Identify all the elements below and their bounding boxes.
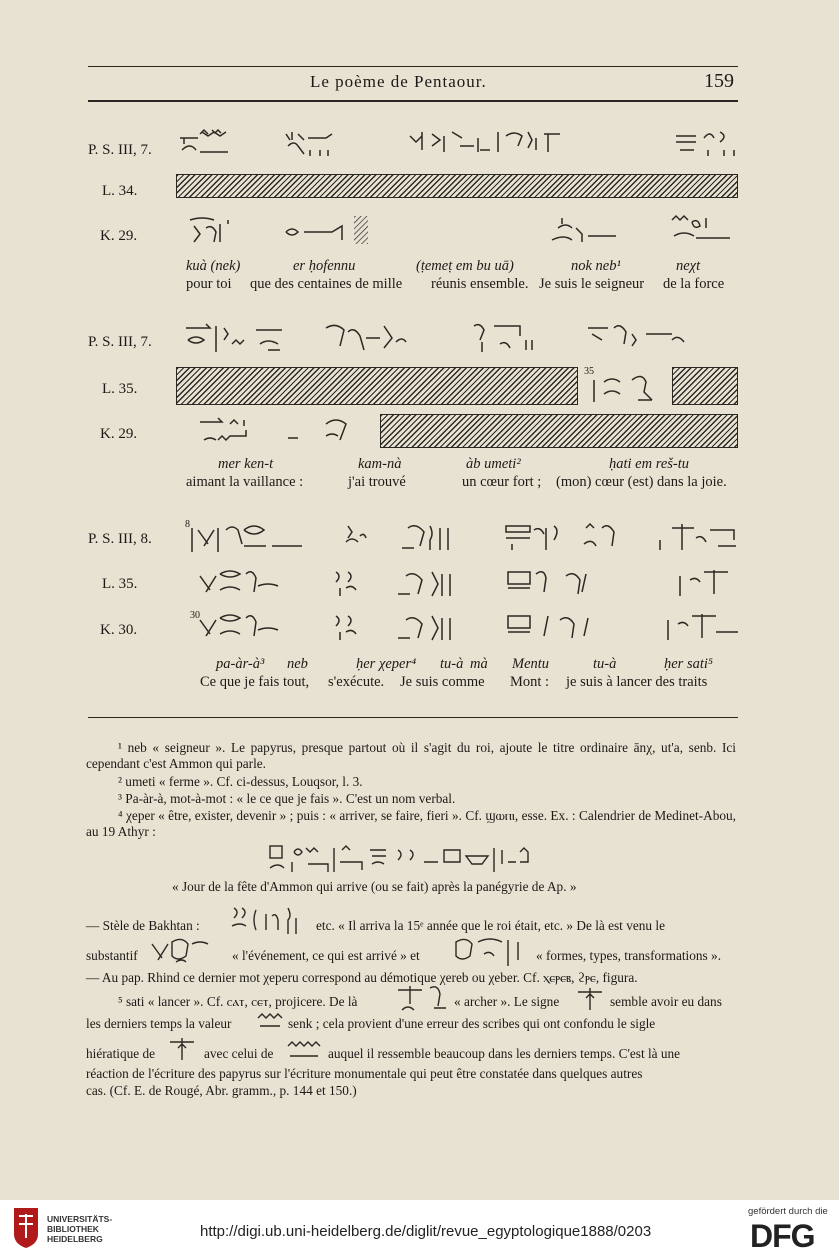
translit-4: ḥati em reš-tu (609, 456, 690, 472)
translit-6: Mentu (512, 656, 550, 672)
translation-2: s'exécute. (328, 674, 385, 690)
translit-2: neb (287, 656, 308, 672)
lacuna-hatch (176, 174, 738, 198)
translation-2: que des centaines de mille (250, 276, 403, 292)
translit-5: mà (470, 656, 488, 672)
hieroglyph-sign (576, 984, 606, 1014)
hieroglyph-row-1a (176, 128, 738, 160)
running-head: Le poème de Pentaour. (310, 72, 487, 91)
translit-8: ḥer sati⁵ (664, 656, 713, 672)
lacuna-hatch (672, 367, 738, 405)
hieroglyph-sign (168, 1034, 200, 1064)
translit-3: àb umeti² (466, 456, 521, 472)
lacuna-hatch (176, 367, 578, 405)
substantif-text: substantif (86, 948, 138, 963)
footnote-5: hiératique de (86, 1046, 156, 1061)
footnote-1: ¹ neb « seigneur ». Le papyrus, presque partout où il s'agit du roi, ajoute le titre ordinaire ānχ, ut'a, senb. Ici cependant c'est Ammon qui parle. (86, 740, 736, 771)
footnote-4: ⁴ χeper « être, exister, devenir » ; puis : « arriver, se faire, fieri ». Cf. ϣⲱⲡⲓ, esse. Ex. : Calendrier de Medinet-Abou, au 19 Athyr : (86, 808, 736, 839)
footnote-5: les derniers temps la valeur (86, 1016, 232, 1031)
translation-1: Ce que je fais tout, (200, 674, 310, 690)
header-rule (88, 100, 738, 102)
footnote-5: ⁵ sati « lancer ». Cf. ⲥⲁⲧ, ⲥⲉⲧ, projicere. De là (118, 994, 358, 1009)
translation-5: je suis à lancer des traits (566, 674, 708, 690)
translation-4: (mon) cœur (est) dans la joie. (556, 474, 727, 490)
footnote-5: cas. (Cf. E. de Rougé, Abr. gramm., p. 144 et 150.) (86, 1083, 357, 1098)
substantif-text: « formes, types, transformations ». (536, 948, 722, 963)
translit-1: mer ken-t (218, 456, 274, 472)
hieroglyph-row-3c (176, 610, 738, 646)
header-top-rule (88, 66, 738, 67)
source-label-ps: P. S. III, 7. (88, 334, 152, 350)
translit-2: er ḥofennu (293, 258, 356, 274)
source-label-ps: P. S. III, 8. (88, 531, 152, 547)
hieroglyph-forms (452, 934, 534, 970)
translit-1: kuà (nek) (186, 258, 241, 274)
translation-4: Je suis le seigneur (539, 276, 645, 292)
source-label-k: K. 29. (100, 426, 138, 442)
footnote-5: avec celui de (204, 1046, 274, 1061)
line-number: 35 (584, 366, 594, 377)
line-number: 8 (185, 519, 190, 530)
dfg-logo: DFG (750, 1218, 815, 1254)
source-label-l: L. 34. (102, 183, 138, 199)
footnote-5: « archer ». Le signe (454, 994, 560, 1009)
footnote-2: ² umeti « ferme ». Cf. ci-dessus, Louqsor, l. 3. (118, 774, 363, 789)
footnote-rule (88, 717, 738, 718)
source-url[interactable]: http://digi.ub.uni-heidelberg.de/diglit/revue_egyptologique1888/0203 (200, 1223, 652, 1240)
hieroglyph-water (256, 1010, 286, 1032)
bakhtan-text: etc. « Il arriva la 15ᵉ année que le roi était, etc. » De là est venu le (316, 918, 665, 933)
source-label-k: K. 30. (100, 622, 138, 638)
translation-3: un cœur fort ; (462, 474, 542, 490)
page-number: 159 (704, 70, 734, 92)
footnote-5: auquel il ressemble beaucoup dans les derniers temps. C'est là une (328, 1046, 681, 1061)
translit-3: (ṭemeṭ em bu uā) (416, 258, 514, 274)
footnote-3: ³ Pa-àr-à, mot-à-mot : « le ce que je fais ». C'est un nom verbal. (118, 791, 456, 806)
hieroglyph-row-1b (176, 214, 738, 248)
hieroglyph-row-2b (590, 372, 670, 404)
translit-2: kam-nà (358, 456, 402, 472)
translation-1: pour toi (186, 276, 232, 292)
translit-7: tu-à (593, 656, 617, 672)
translation-3: Je suis comme (400, 674, 485, 690)
source-label-l: L. 35. (102, 576, 138, 592)
footnote-5: semble avoir eu dans (610, 994, 722, 1009)
bakhtan-text: — Stèle de Bakhtan : (86, 918, 200, 933)
translit-3: ḥer χeper⁴ (356, 656, 417, 672)
translit-5: neχt (676, 258, 701, 274)
funding-note: gefördert durch die (748, 1206, 828, 1217)
translit-4: tu-à (440, 656, 464, 672)
library-name: UNIVERSITÄTS- BIBLIOTHEK HEIDELBERG (47, 1214, 113, 1244)
lacuna-hatch (380, 414, 738, 448)
footnote-5: réaction de l'écriture des papyrus sur l'écriture monumentale qui peut être constatée dans quelques autres (86, 1066, 643, 1081)
hieroglyph-row-2a (176, 320, 738, 358)
translit-1: pa-àr-à³ (216, 656, 265, 672)
rhind-text: — Au pap. Rhind ce dernier mot χeperu correspond au démotique χereb ou χeber. Cf. ⲭⲉⲣⲉⲃ, ϩⲣⲉ, figura. (86, 970, 638, 985)
hieroglyph-water (286, 1038, 324, 1062)
source-label-l: L. 35. (102, 381, 138, 397)
translation-2: j'ai trouvé (348, 474, 406, 490)
hieroglyph-calendar (268, 842, 558, 874)
translation-4: Mont : (510, 674, 550, 690)
translit-4: nok neb¹ (571, 258, 621, 274)
hieroglyph-substantif (148, 934, 212, 970)
digitization-footer (0, 1200, 839, 1258)
source-label-ps: P. S. III, 7. (88, 142, 152, 158)
university-seal-icon (10, 1206, 42, 1250)
translation-1: aimant la vaillance : (186, 474, 304, 490)
hieroglyph-bakhtan (228, 904, 312, 938)
hieroglyph-row-3a (176, 520, 738, 560)
source-label-k: K. 29. (100, 228, 138, 244)
translation-3: réunis ensemble. (431, 276, 529, 292)
footnote-5: senk ; cela provient d'une erreur des scribes qui ont confondu le sigle (288, 1016, 656, 1031)
hieroglyph-archer (394, 982, 454, 1016)
footnote-4-quote: « Jour de la fête d'Ammon qui arrive (ou se fait) après la panégyrie de Ap. » (172, 879, 577, 894)
translation-5: de la force (663, 276, 725, 292)
hieroglyph-row-3b (176, 566, 738, 602)
line-number: 30 (190, 610, 200, 621)
substantif-text: « l'événement, ce qui est arrivé » et (232, 948, 420, 963)
